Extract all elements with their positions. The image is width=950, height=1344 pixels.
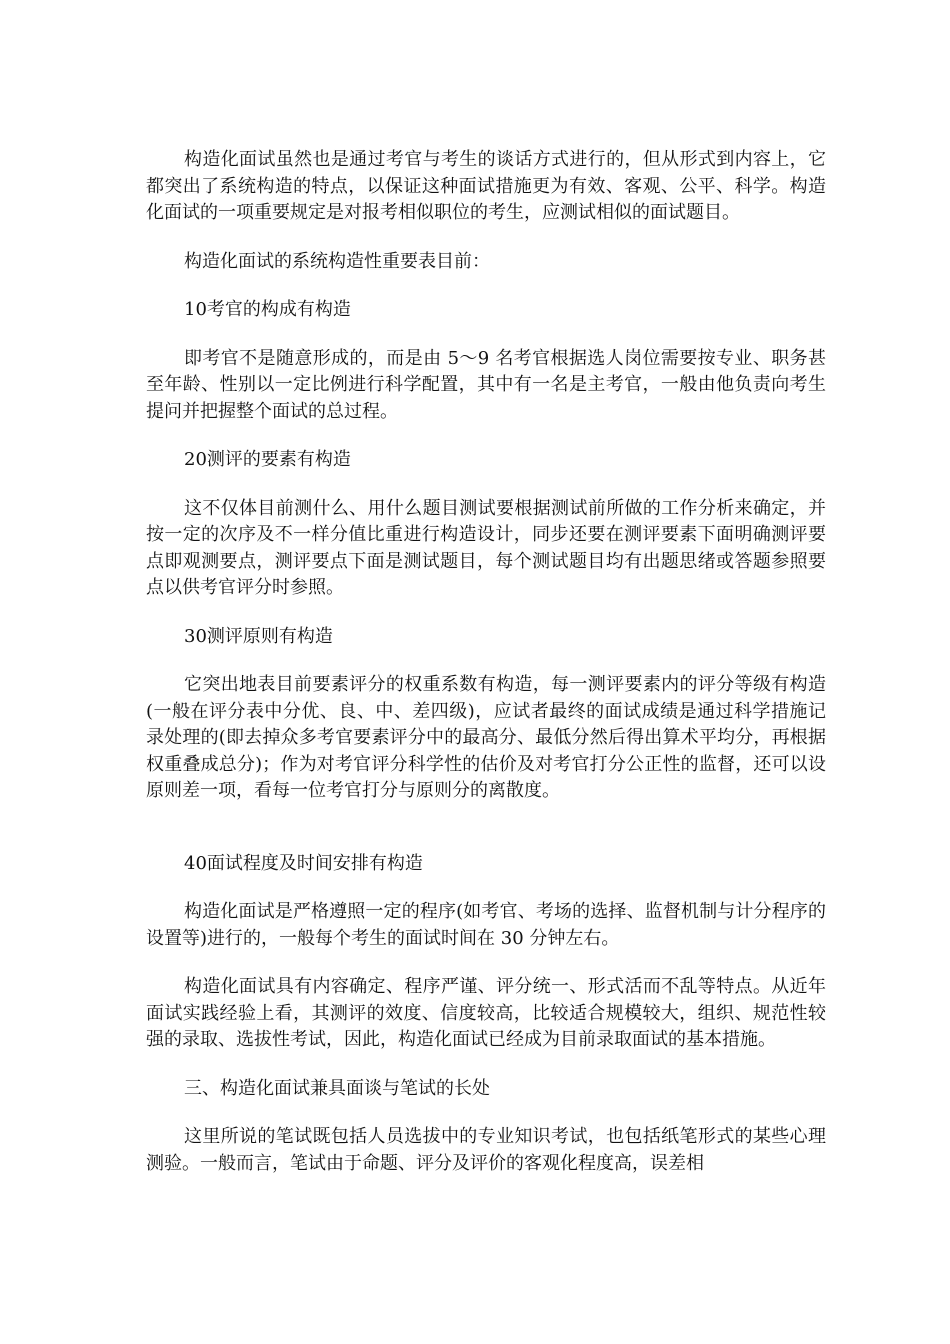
section-heading-advantages: 三、构造化面试兼具面谈与笔试的长处 bbox=[184, 1077, 490, 1099]
paragraph-intro: 构造化面试虽然也是通过考官与考生的谈话方式进行的，但从形式到内容上，它都突出了系统构造的特点，以保证这种面试措施更为有效、客观、公平、科学。构造化面试的一项重要规定是对报考相似职位的考生，应测试相似的面试题目。 bbox=[146, 149, 826, 223]
heading-element-structure: 20测评的要素有构造 bbox=[184, 449, 351, 470]
paragraph-principle-structure: 它突出地表目前要素评分的权重系数有构造，每一测评要素内的评分等级有构造(一般在评分表中分优、良、中、差四级)，应试者最终的面试成绩是通过科学措施记录处理的(即去掉众多考官要素评分中的最高分、最低分然后得出算术平均分，再根据权重叠成总分)；作为对考官评分科学性的估价及对考官打分公正性的监督，还可以设原则差一项，看每一位考官打分与原则分的离散度。 bbox=[146, 674, 826, 801]
heading-principle-structure: 30测评原则有构造 bbox=[184, 625, 333, 647]
paragraph-characteristics: 构造化面试具有内容确定、程序严谨、评分统一、形式活而不乱等特点。从近年面试实践经验上看，其测评的效度、信度较高，比较适合规模较大，组织、规范性较强的录取、选拔性考试，因此，构造化面试已经成为目前录取面试的基本措施。 bbox=[146, 976, 826, 1050]
paragraph-procedure-structure: 构造化面试是严格遵照一定的程序(如考官、考场的选择、监督机制与计分程序的设置等)进行的，一般每个考生的面试时间在 30 分钟左右。 bbox=[146, 901, 826, 949]
paragraph-system-structure: 构造化面试的系统构造性重要表目前： bbox=[184, 250, 490, 272]
heading-procedure-structure: 40面试程度及时间安排有构造 bbox=[184, 852, 423, 874]
paragraph-written-test: 这里所说的笔试既包括人员选拔中的专业知识考试，也包括纸笔形式的某些心理测验。一般而言，笔试由于命题、评分及评价的客观化程度高，误差相 bbox=[146, 1126, 826, 1174]
paragraph-element-structure: 这不仅体目前测什么、用什么题目测试要根据测试前所做的工作分析来确定，并按一定的次序及不一样分值比重进行构造设计，同步还要在测评要素下面明确测评要点即观测要点，测评要点下面是测试题目，每个测试题目均有出题思绪或答题参照要点以供考官评分时参照。 bbox=[146, 497, 826, 598]
paragraph-examiner-structure: 即考官不是随意形成的，而是由 5～9 名考官根据选人岗位需要按专业、职务甚至年龄、性别以一定比例进行科学配置，其中有一名是主考官，一般由他负责向考生提问并把握整个面试的总过程。 bbox=[146, 347, 826, 422]
document-body bbox=[146, 147, 826, 1199]
heading-examiner-structure: 10考官的构成有构造 bbox=[184, 299, 351, 320]
